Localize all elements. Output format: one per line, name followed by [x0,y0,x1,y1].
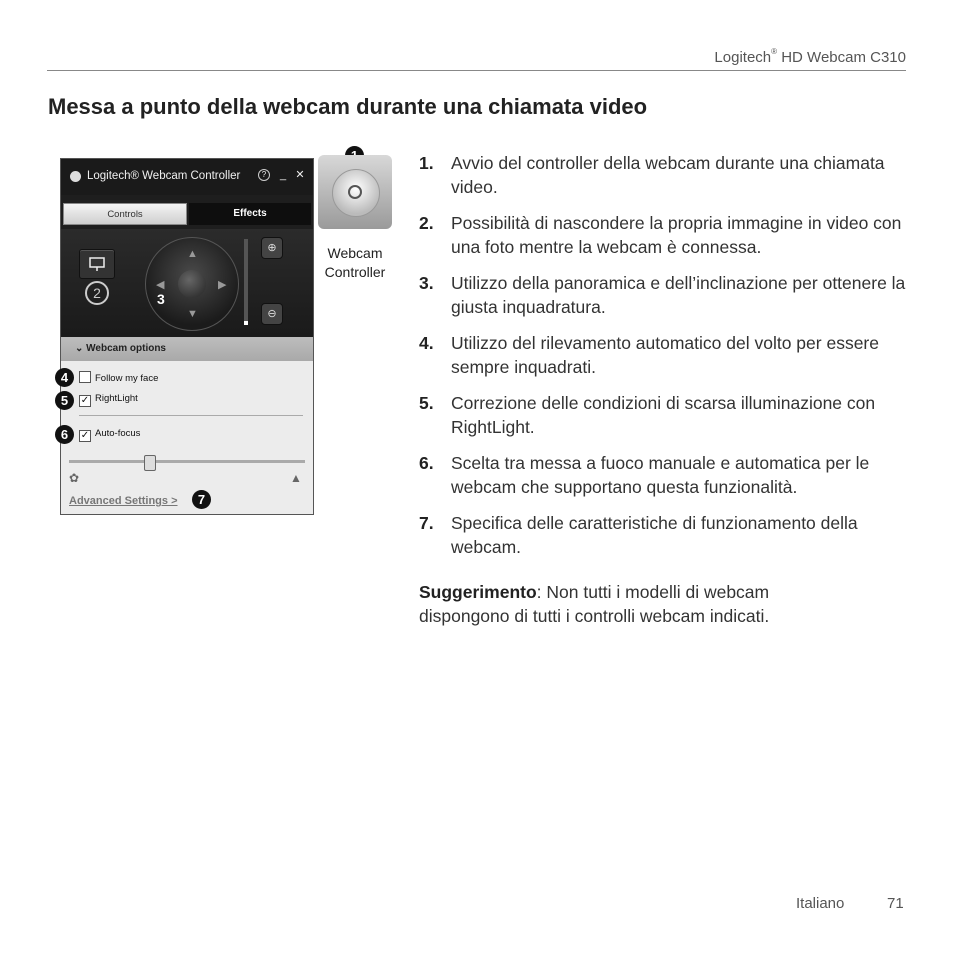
callout-6: 6 [55,425,74,444]
pan-tilt-center[interactable] [178,270,206,298]
step-item [419,451,914,499]
step-item [419,511,914,559]
autofocus-checkbox[interactable]: ✓ [80,430,90,441]
tab-effects[interactable]: Effects [189,203,311,225]
window-titlebar [61,159,313,195]
callout-5: 5 [55,391,74,410]
callout-4: 4 [55,368,74,387]
step-text: Scelta tra messa a fuoco manuale e automatica per le webcam che supportano questa funzionalità. [451,453,870,497]
app-icon-pad [332,169,380,217]
landscape-mountain-icon: ▲ [290,471,302,485]
steps-list [419,151,914,571]
header-rule [47,70,906,71]
tip-paragraph [419,580,849,628]
privacy-screen-button[interactable] [79,249,115,279]
webcam-controller-app-icon[interactable] [318,155,392,229]
footer-language: Italiano [796,895,845,912]
pan-up-arrow-icon[interactable]: ▲ [187,248,198,260]
step-number: 6. [419,453,434,473]
focus-slider-track[interactable] [69,460,305,463]
step-text: Correzione delle condizioni di scarsa illuminazione con RightLight. [451,393,876,437]
app-label-line2: Controller [324,264,386,280]
macro-flower-icon: ✿ [69,471,80,485]
pan-down-arrow-icon[interactable]: ▼ [187,308,198,320]
header-brand [714,49,906,66]
zoom-out-icon[interactable]: ⊖ [261,303,283,325]
options-divider [79,415,303,416]
step-number: 4. [419,333,434,353]
follow-face-label: Follow my face [95,373,159,384]
step-number: 7. [419,513,434,533]
page-title: Messa a punto della webcam durante una chiamata video [48,94,648,119]
step-text: Utilizzo della panoramica e dell’inclinazione per ottenere la giusta inquadratura. [451,273,906,317]
tab-bar [63,203,311,225]
webcam-options-header[interactable]: ⌄ Webcam options [61,337,313,361]
step-item [419,211,914,259]
pan-left-arrow-icon[interactable]: ◀ [156,279,165,291]
webcam-options-panel [61,361,313,514]
minimize-icon[interactable]: _ [279,169,287,181]
brand-name: Logitech [714,49,772,66]
window-title: Logitech® Webcam Controller [87,170,241,182]
close-icon[interactable]: ✕ [295,169,305,181]
brand-mark: ® [771,47,778,56]
step-text: Possibilità di nascondere la propria immagine in video con una foto mentre la webcam è connessa. [451,213,902,257]
autofocus-option[interactable] [79,428,140,442]
logitech-logo-icon [70,171,81,182]
step-item [419,391,914,439]
zoom-slider-track[interactable] [244,239,248,325]
step-item [419,331,914,379]
webcam-controller-window [60,158,314,515]
webcam-options-label: Webcam options [86,343,166,354]
app-icon-center [348,185,362,199]
callout-7: 7 [192,490,211,509]
privacy-screen-icon [80,250,114,278]
tip-label: Suggerimento [419,582,537,602]
step-number: 3. [419,273,434,293]
rightlight-label: RightLight [95,393,138,404]
step-number: 5. [419,393,434,413]
step-item [419,271,914,319]
zoom-slider-thumb[interactable] [244,321,248,325]
step-number: 1. [419,153,434,173]
pan-right-arrow-icon[interactable]: ▶ [218,279,227,291]
follow-face-option[interactable] [79,371,158,384]
autofocus-label: Auto-focus [95,428,141,439]
footer-page-number: 71 [887,895,904,912]
follow-face-checkbox[interactable] [79,371,91,383]
help-icon[interactable]: ? [258,169,270,181]
controls-area [61,229,313,337]
step-text: Avvio del controller della webcam durante una chiamata video. [451,153,885,197]
step-text: Specifica delle caratteristiche di funzionamento della webcam. [451,513,858,557]
step-text: Utilizzo del rilevamento automatico del volto per essere sempre inquadrati. [451,333,879,377]
zoom-in-icon[interactable]: ⊕ [261,237,283,259]
callout-2: 2 [85,281,109,305]
step-item [419,151,914,199]
app-label-line1: Webcam [327,245,383,261]
step-number: 2. [419,213,434,233]
tab-controls[interactable]: Controls [63,203,187,225]
advanced-settings-link[interactable]: Advanced Settings > [69,495,178,507]
focus-slider-thumb[interactable] [144,455,156,471]
rightlight-option[interactable] [79,393,138,407]
tip-text: : Non tutti i modelli di webcam dispongono di tutti i controlli webcam indicati. [419,582,770,626]
product-name: HD Webcam C310 [781,49,906,66]
rightlight-checkbox[interactable]: ✓ [80,395,90,406]
callout-3: 3 [157,291,165,307]
pan-tilt-pad-icon[interactable] [145,237,239,331]
app-label [318,244,392,282]
